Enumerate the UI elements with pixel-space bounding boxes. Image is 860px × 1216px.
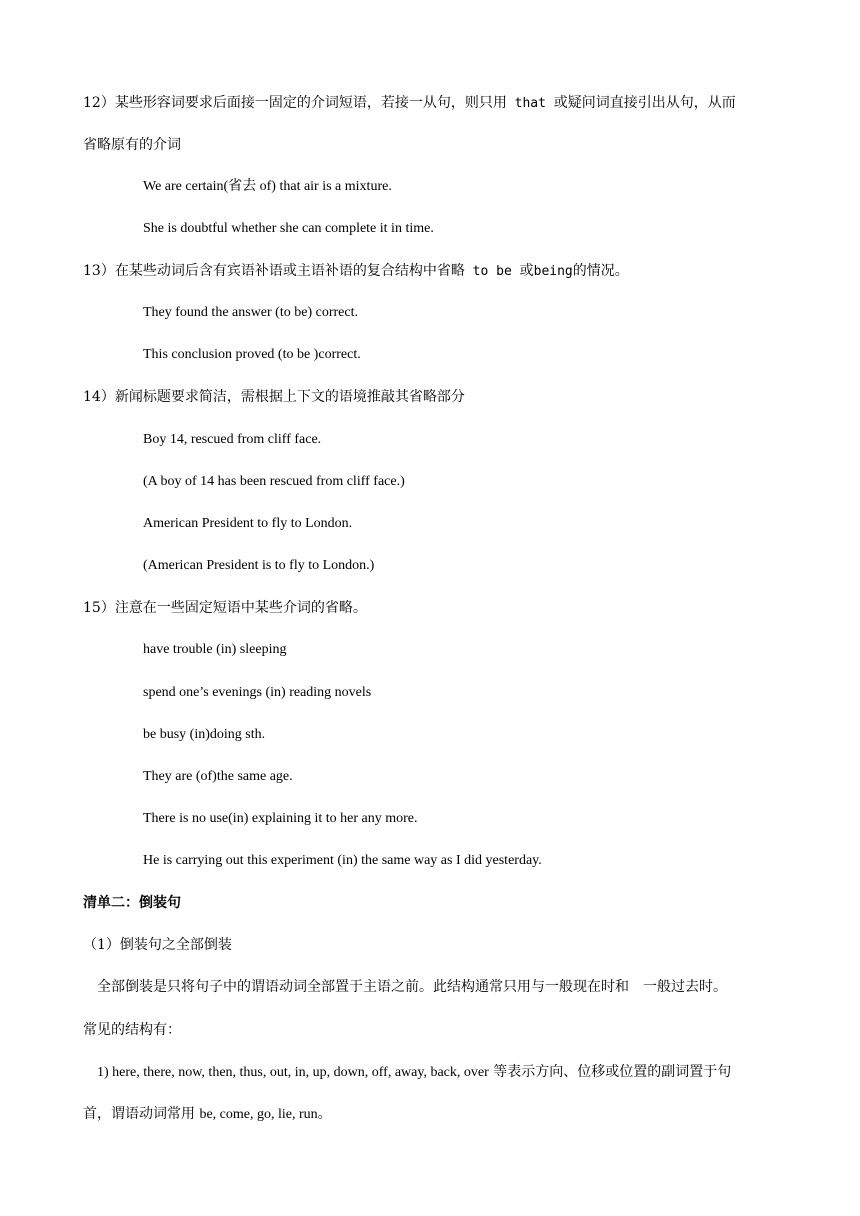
- rule-14-text: 新闻标题要求简洁，需根据上下文的语境推敲其省略部分: [114, 389, 465, 405]
- rule-12-line-2: 省略原有的介词: [83, 137, 181, 153]
- list-item-line-2: [83, 1105, 332, 1124]
- rule-13-text-part2: 或: [519, 263, 534, 279]
- rule-12-text-part1: 某些形容词要求后面接一固定的介词短语，若接一从句，则只用: [114, 95, 507, 111]
- rule-12-line-1: [83, 94, 736, 113]
- section-subheading: （1）倒装句之全部倒装: [83, 937, 232, 953]
- example-line: (A boy of 14 has been rescued from cliff face.): [143, 474, 405, 489]
- rule-15-line: [83, 599, 367, 617]
- rule-15-number: 15）: [83, 600, 115, 616]
- example-line: American President to fly to London.: [143, 516, 353, 531]
- rule-13-text-part1: 在某些动词后含有宾语补语或主语补语的复合结构中省略: [114, 263, 465, 279]
- list-item-zh: 等表示方向、位移或位置的副词置于句: [488, 1064, 732, 1080]
- rule-14-line: [83, 388, 465, 406]
- example-line: be busy (in)doing sth.: [143, 727, 266, 742]
- example-line: He is carrying out this experiment (in) the same way as I did yesterday.: [143, 853, 542, 868]
- list-item-zh: 首，谓语动词常用: [83, 1106, 200, 1122]
- example-line: Boy 14, rescued from cliff face.: [143, 432, 322, 447]
- example-line: They are (of)the same age.: [143, 769, 293, 784]
- example-line: There is no use(in) explaining it to her any more.: [143, 811, 418, 826]
- paragraph-line: 常见的结构有：: [83, 1022, 181, 1038]
- list-item-en: 1) here, there, now, then, thus, out, in, up, down, off, away, back, over: [97, 1065, 489, 1080]
- example-line: We are certain(省去 of) that air is a mixture.: [143, 179, 392, 194]
- example-line: have trouble (in) sleeping: [143, 642, 287, 657]
- paragraph-line: 全部倒装是只将句子中的谓语动词全部置于主语之前。此结构通常只用与一般现在时和 一般过去时。: [97, 979, 727, 995]
- rule-15-text: 注意在一些固定短语中某些介词的省略。: [114, 600, 367, 616]
- rule-12-number: 12）: [83, 95, 115, 111]
- rule-13-code-1: to be: [464, 264, 520, 279]
- example-line: This conclusion proved (to be )correct.: [143, 347, 361, 362]
- example-line: spend one’s evenings (in) reading novels: [143, 685, 372, 700]
- list-item-line-1: [97, 1063, 731, 1082]
- section-heading: 清单二：倒装句: [83, 895, 181, 911]
- example-line: (American President is to fly to London.): [143, 558, 375, 573]
- rule-12-text-part2: 或疑问词直接引出从句，从而: [553, 95, 736, 111]
- example-line: They found the answer (to be) correct.: [143, 305, 358, 320]
- rule-13-code-2: being: [533, 264, 573, 279]
- rule-12-code: that: [506, 96, 554, 111]
- example-line: She is doubtful whether she can complete it in time.: [143, 221, 434, 236]
- rule-13-text-part3: 的情况。: [572, 263, 629, 279]
- list-item-en: be, come, go, lie, run: [199, 1107, 318, 1122]
- rule-13-number: 13）: [83, 263, 115, 279]
- rule-14-number: 14）: [83, 389, 115, 405]
- list-item-end: 。: [317, 1106, 332, 1122]
- rule-13-line: [83, 262, 629, 281]
